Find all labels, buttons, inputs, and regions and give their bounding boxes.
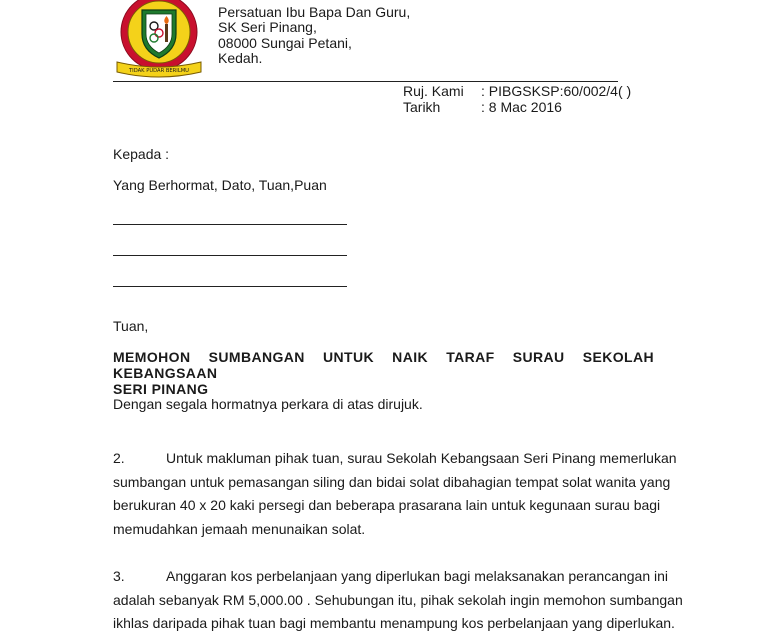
paragraph-2-line-1: 2. Untuk makluman pihak tuan, surau Sekolah Kebangsaan Seri Pinang memerlukan — [113, 447, 654, 471]
address-line-2: SK Seri Pinang, — [218, 19, 317, 35]
crest-motto: TIDAK PUDAR BERILMU — [129, 68, 189, 74]
recipient-blank-line-3 — [113, 286, 347, 287]
opening-line: Dengan segala hormatnya perkara di atas dirujuk. — [113, 396, 423, 412]
salutation: Yang Berhormat, Dato, Tuan,Puan — [113, 177, 327, 193]
paragraph-2 — [113, 447, 677, 541]
school-crest-logo — [113, 0, 205, 82]
recipient-blank-line-1 — [113, 224, 347, 225]
address-line-1: Persatuan Ibu Bapa Dan Guru, — [218, 4, 411, 20]
paragraph-2-line-2: sumbangan untuk pemasangan siling dan bidai solat dibahagian tempat solat wanita yang — [113, 473, 671, 490]
kepada-label: Kepada : — [113, 146, 170, 162]
paragraph-3-line-3: ikhlas daripada pihak tuan bagi membantu menampung kos perbelanjaan yang diperlukan. — [113, 615, 675, 631]
header-divider — [113, 81, 618, 82]
paragraph-3-line-1: 3. Anggaran kos perbelanjaan yang diperlukan bagi melaksanakan perancangan ini — [113, 565, 654, 589]
paragraph-2-line-3: berukuran 40 x 20 kaki persegi dan beberapa prasarana lain untuk kegunaan surau bagi — [113, 497, 661, 513]
greeting: Tuan, — [113, 318, 149, 334]
subject-heading — [113, 349, 654, 397]
address-line-4: Kedah. — [218, 50, 263, 66]
paragraph-2-line-4: memudahkan jemaah menunaikan solat. — [113, 520, 366, 537]
paragraph-3-line-2: adalah sebanyak RM 5,000.00 . Sehubungan itu, pihak sekolah ingin memohon sumbangan — [113, 591, 683, 608]
ruj-label: Ruj. Kami — [403, 83, 464, 99]
ruj-value: : PIBGSKSP:60/002/4( ) — [481, 83, 632, 99]
address-line-3: 08000 Sungai Petani, — [218, 35, 352, 51]
subject-line-2: SERI PINANG — [113, 381, 209, 397]
paragraph-2-number: 2. — [113, 450, 125, 466]
tarikh-label: Tarikh — [403, 99, 441, 115]
paragraph-3-number: 3. — [113, 568, 125, 584]
paragraph-3 — [113, 565, 683, 636]
subject-line-1: MEMOHON SUMBANGAN UNTUK NAIK TARAF SURAU SEKOLAH KEBANGSAAN — [113, 349, 654, 381]
tarikh-value: : 8 Mac 2016 — [481, 99, 562, 115]
recipient-blank-line-2 — [113, 255, 347, 256]
